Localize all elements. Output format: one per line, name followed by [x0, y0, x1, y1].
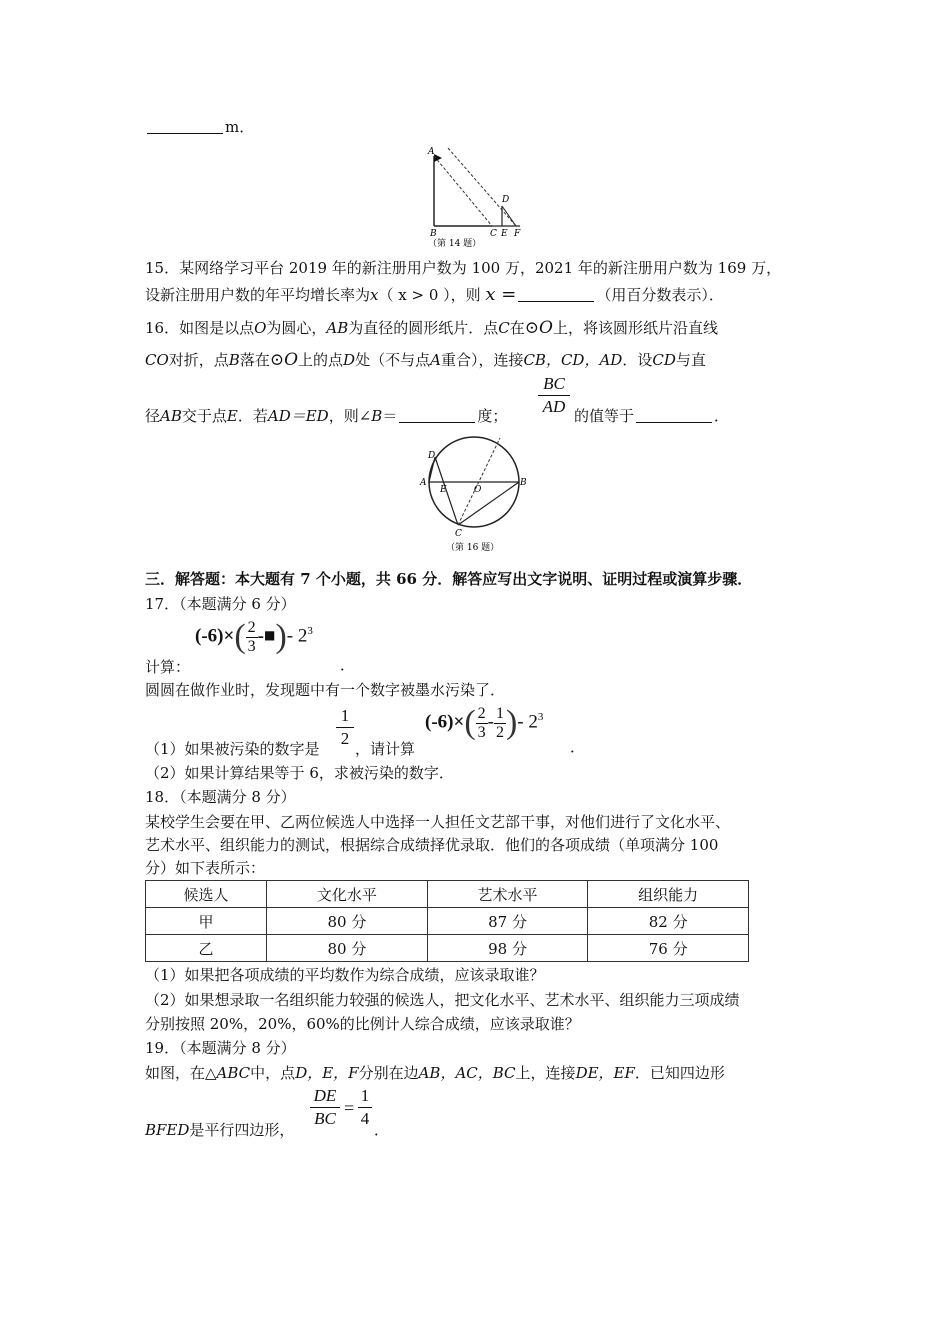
fig16-caption: （第 16 题）: [446, 543, 500, 553]
q15-line1: 15．某网络学习平台 2019 年的新注册用户数为 100 万，2021 年的新注册用户数为 169 万，: [145, 259, 782, 277]
q15-answer-blank[interactable]: [518, 287, 594, 302]
q16-line3-end: 的值等于 ．: [574, 407, 730, 425]
fig14-caption: （第 14 题）: [428, 239, 482, 249]
q19-head: 19．（本题满分 8 分）: [145, 1039, 296, 1057]
q17-part2: （2）如果计算结果等于 6，求被污染的数字．: [145, 764, 454, 782]
q16-line3: 径AB交于点E．若AD＝ED，则∠B＝ 度；: [145, 407, 508, 425]
label-E: E: [501, 229, 508, 239]
q17-expression: $(-6)\times(\frac{2}{3}-■)-$ $2^3$: [195, 618, 313, 655]
figure-14: [420, 142, 530, 250]
label-A: A: [428, 147, 435, 157]
q18-part2a: （2）如果想录取一名组织能力较强的候选人，把文化水平、艺术水平、组织能力三项成绩: [145, 991, 740, 1009]
answer-blank[interactable]: [147, 119, 223, 134]
q17-part1: （1）如果被污染的数字是: [145, 740, 320, 758]
label-F: F: [514, 229, 521, 239]
q14-answer-line: m．: [145, 117, 254, 137]
score-table: [145, 880, 749, 962]
svg-text:D: D: [428, 451, 436, 461]
svg-text:O: O: [474, 485, 482, 495]
q19-line1: 如图，在△ABC中，点D，E，F分别在边AB，AC，BC上，连接DE，EF．已知四边形: [145, 1064, 725, 1082]
figure-16: [418, 434, 530, 556]
table-row: 乙 80 分 98 分 76 分: [146, 935, 749, 962]
q16-line1: 16．如图是以点O为圆心，AB为直径的圆形纸片．点C在⊙O上，将该圆形纸片沿直线: [145, 318, 718, 338]
q16-ratio-blank[interactable]: [636, 408, 712, 423]
section-3-heading: 三．解答题：本大题有 7 个小题，共 66 分．解答应写出文字说明、证明过程或演算步骤．: [145, 570, 753, 588]
q17-line2: 圆圆在做作业时，发现题中有一个数字被墨水污染了．: [145, 681, 506, 699]
svg-text:A: A: [420, 478, 427, 488]
label-C: C: [490, 229, 497, 239]
label-D: D: [502, 195, 510, 205]
table-row: 甲 80 分 87 分 82 分: [146, 908, 749, 935]
q17-head: 17．（本题满分 6 分）: [145, 595, 296, 613]
q18-head: 18．（本题满分 8 分）: [145, 788, 296, 806]
q15-line2: 设新注册用户数的年平均增长率为x（ x > 0 ），则 x = （用百分数表示）．: [145, 284, 724, 305]
q16-fraction: BC AD: [538, 374, 570, 417]
q16-line2: CO对折，点B落在⊙O上的点D处（不与点A重合），连接CB，CD，AD．设CD与直: [145, 350, 706, 370]
label-B: B: [430, 229, 437, 239]
svg-text:C: C: [455, 529, 462, 539]
q19-fraction-de-bc: DE BC: [310, 1086, 340, 1129]
q17-half-fraction: 1 2: [336, 706, 354, 749]
svg-text:B: B: [520, 478, 527, 488]
svg-text:E: E: [440, 485, 447, 495]
q19-line2: BFED是平行四边形，: [145, 1121, 295, 1139]
q19-fraction-quarter: 1 4: [358, 1086, 372, 1129]
q18-part1: （1）如果把各项成绩的平均数作为综合成绩，应该录取谁？: [145, 966, 545, 984]
table-header-row: 候选人 文化水平 艺术水平 组织能力: [146, 881, 749, 908]
q17-expression-2: $(-6)\times(\frac{2}{3}-\frac{1}{2})-$ $2^3$: [425, 704, 544, 741]
q18-part2b: 分别按照 20%，20%，60%的比例计人综合成绩，应该录取谁？: [145, 1015, 580, 1033]
q16-angle-blank[interactable]: [399, 408, 475, 423]
q17-calc-label: 计算：: [145, 658, 191, 676]
